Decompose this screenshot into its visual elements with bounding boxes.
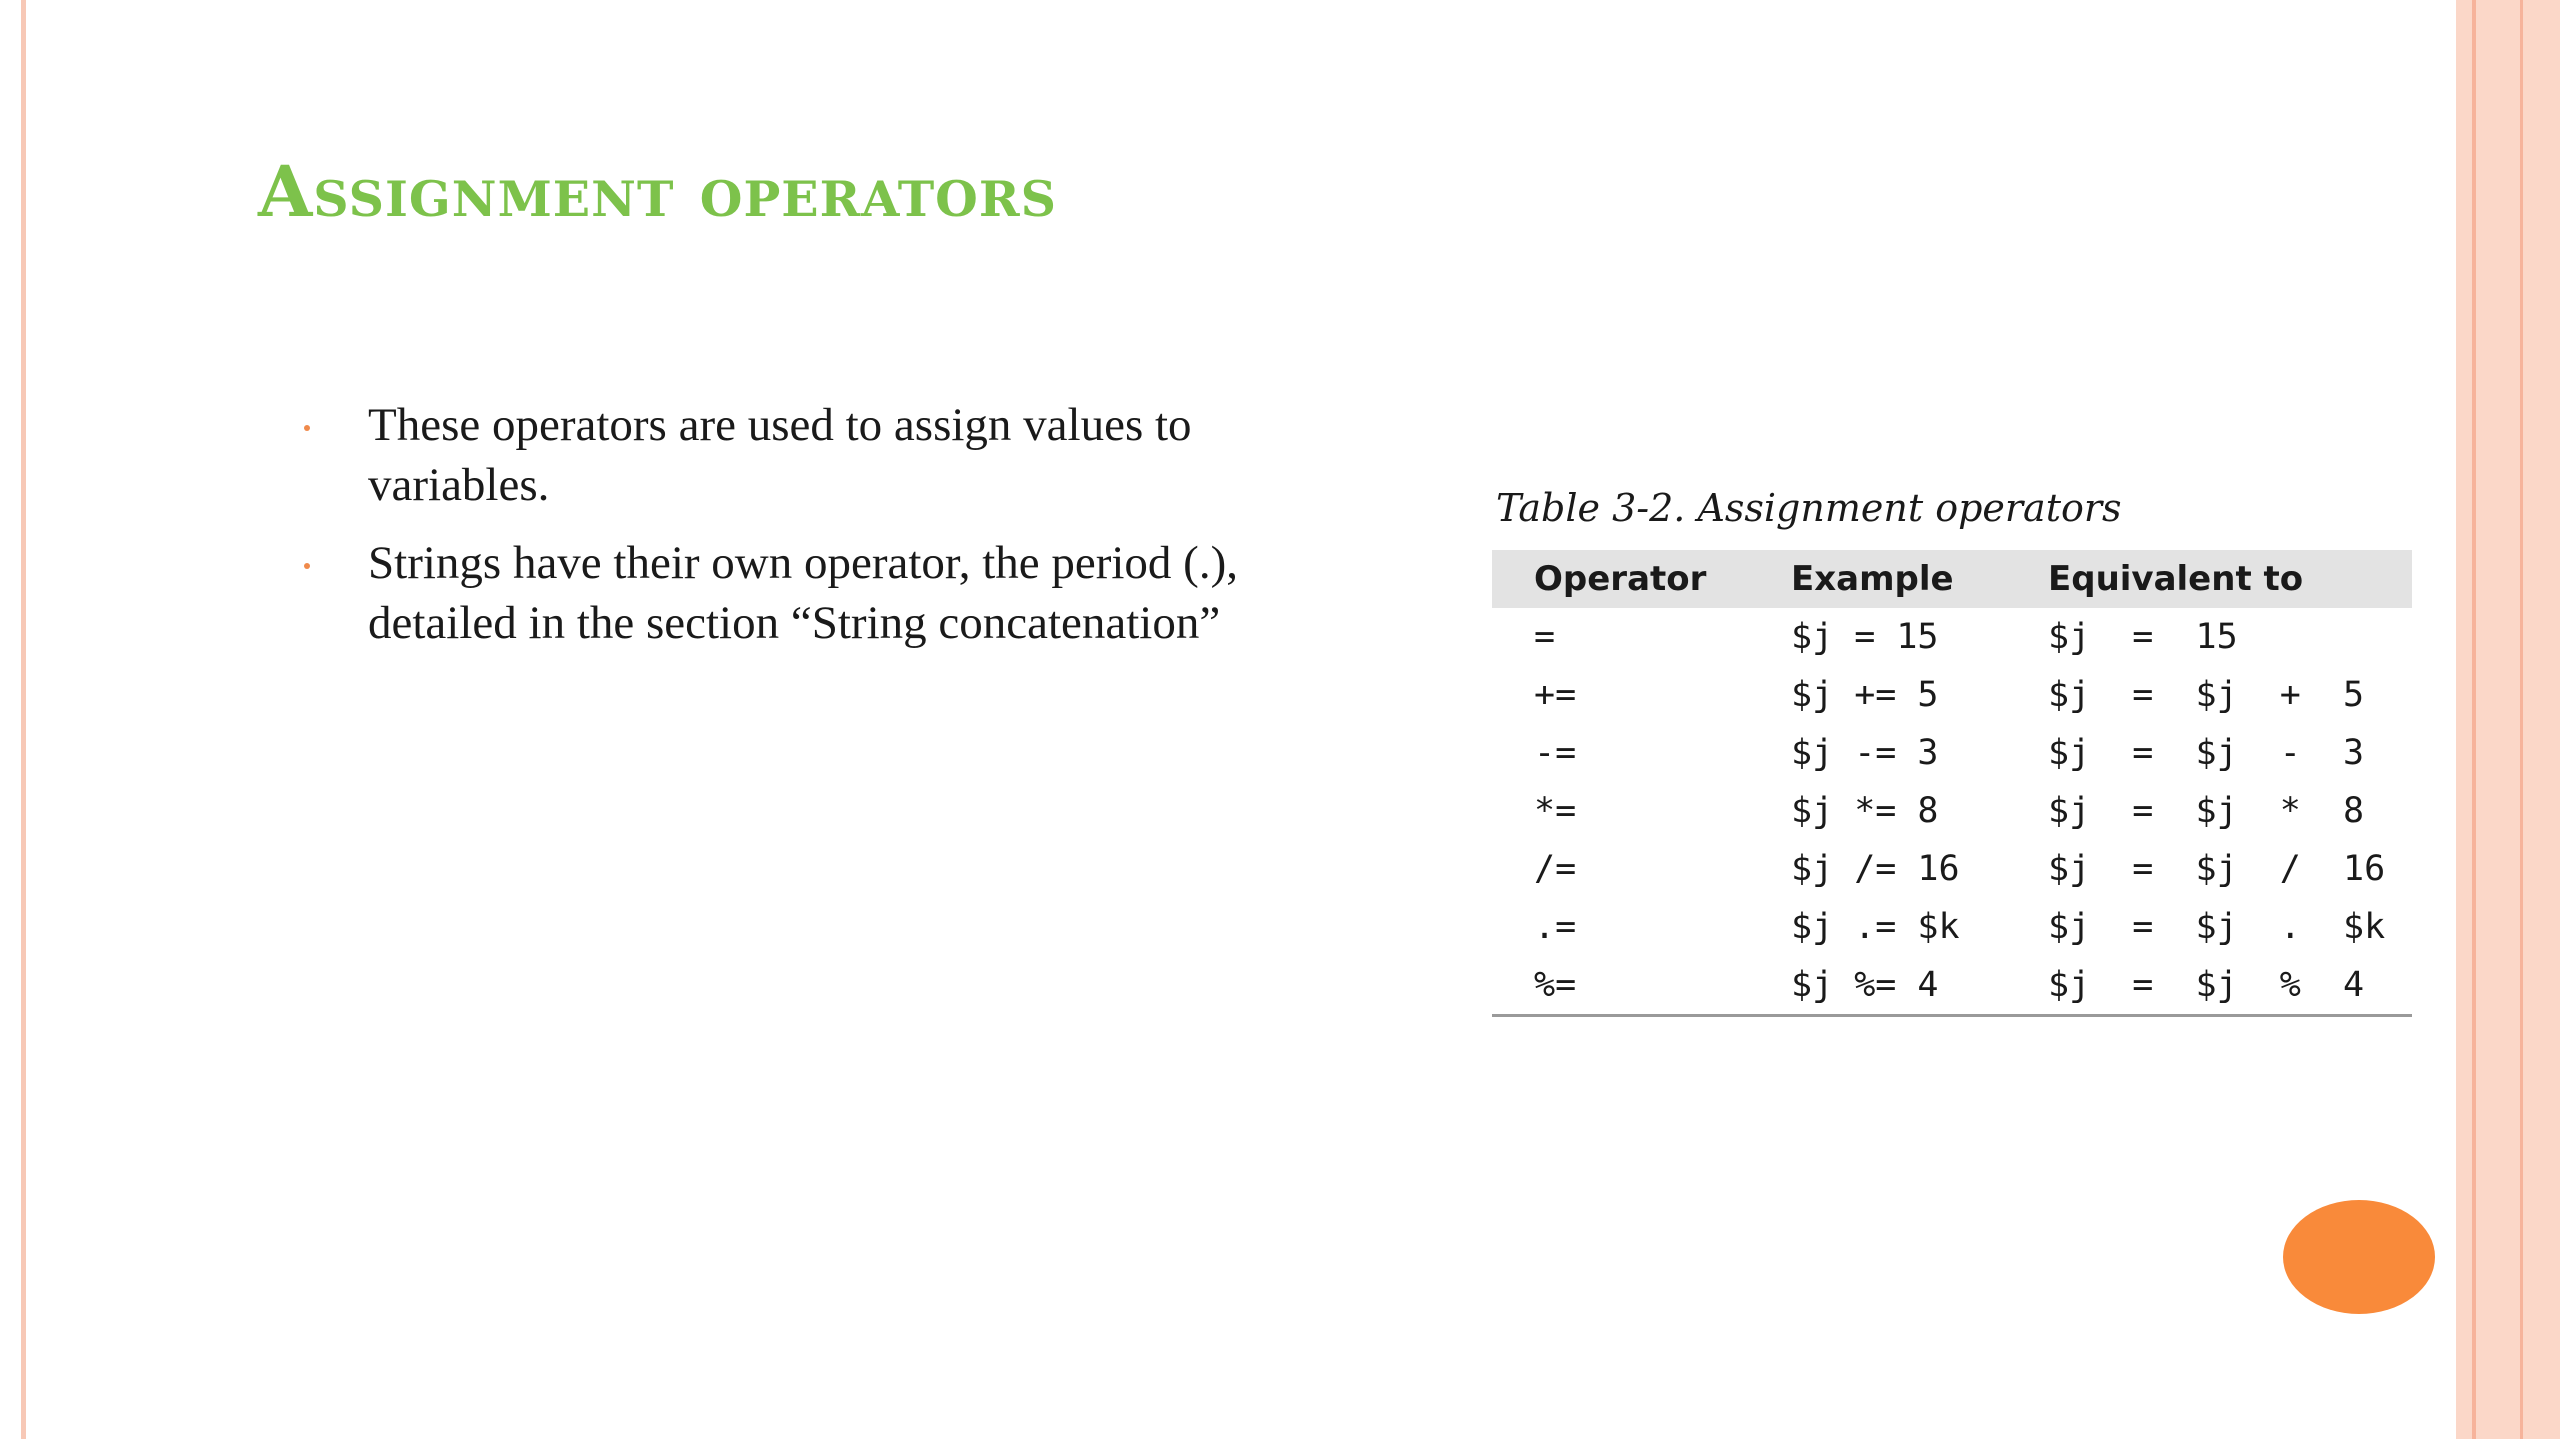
decorative-circle — [2283, 1200, 2435, 1314]
bullet-list — [300, 395, 1360, 671]
table-row — [1492, 782, 2412, 840]
operator-cell: .= — [1534, 907, 1577, 947]
border-stripe — [2472, 0, 2476, 1439]
bullet-item — [300, 395, 1360, 515]
bullet-item — [300, 533, 1360, 653]
bullet-marker-icon — [304, 425, 310, 431]
table-row — [1492, 840, 2412, 898]
example-cell: $j %= 4 — [1749, 956, 2006, 1016]
equivalent-cell: $j = $j . $k — [2048, 907, 2386, 947]
table-row — [1492, 666, 2412, 724]
example-cell: $j .= $k — [1791, 907, 1960, 947]
table-row — [1492, 724, 2412, 782]
equivalent-cell: $j = 15 — [2048, 617, 2238, 657]
operator-cell: -= — [1534, 733, 1577, 773]
border-stripe — [2520, 0, 2523, 1439]
slide-title: Assignment operators — [258, 150, 1057, 233]
column-header: Equivalent to — [2048, 559, 2304, 599]
right-border-band — [2448, 0, 2560, 1439]
operator-cell: = — [1534, 617, 1556, 657]
left-border-rule — [21, 0, 26, 1439]
operator-cell: /= — [1534, 849, 1577, 889]
table-row — [1492, 608, 2412, 666]
example-cell: $j += 5 — [1791, 675, 1939, 715]
column-header: Example — [1791, 559, 1954, 599]
bullet-marker-icon — [304, 563, 310, 569]
operator-cell: %= — [1492, 956, 1749, 1016]
operators-table — [1492, 550, 2412, 1017]
equivalent-cell: $j = $j * 8 — [2048, 791, 2365, 831]
equivalent-cell: $j = $j % 4 — [2006, 956, 2412, 1016]
operator-cell: += — [1534, 675, 1577, 715]
column-header: Operator — [1534, 559, 1707, 599]
table-row — [1492, 898, 2412, 956]
border-stripe — [2448, 0, 2456, 1439]
bullet-text: Strings have their own operator, the period (.), detailed in the section “String concatenation” — [368, 537, 1238, 649]
equivalent-cell: $j = $j - 3 — [2048, 733, 2365, 773]
example-cell: $j *= 8 — [1791, 791, 1939, 831]
example-cell: $j = 15 — [1791, 617, 1939, 657]
table-row — [1492, 956, 2412, 1016]
equivalent-cell: $j = $j + 5 — [2048, 675, 2365, 715]
table-header-row — [1492, 550, 2412, 608]
equivalent-cell: $j = $j / 16 — [2048, 849, 2386, 889]
example-cell: $j -= 3 — [1791, 733, 1939, 773]
example-cell: $j /= 16 — [1791, 849, 1960, 889]
operator-cell: *= — [1534, 791, 1577, 831]
table-caption: Table 3-2. Assignment operators — [1496, 486, 2122, 530]
bullet-text: These operators are used to assign values to variables. — [368, 399, 1192, 511]
